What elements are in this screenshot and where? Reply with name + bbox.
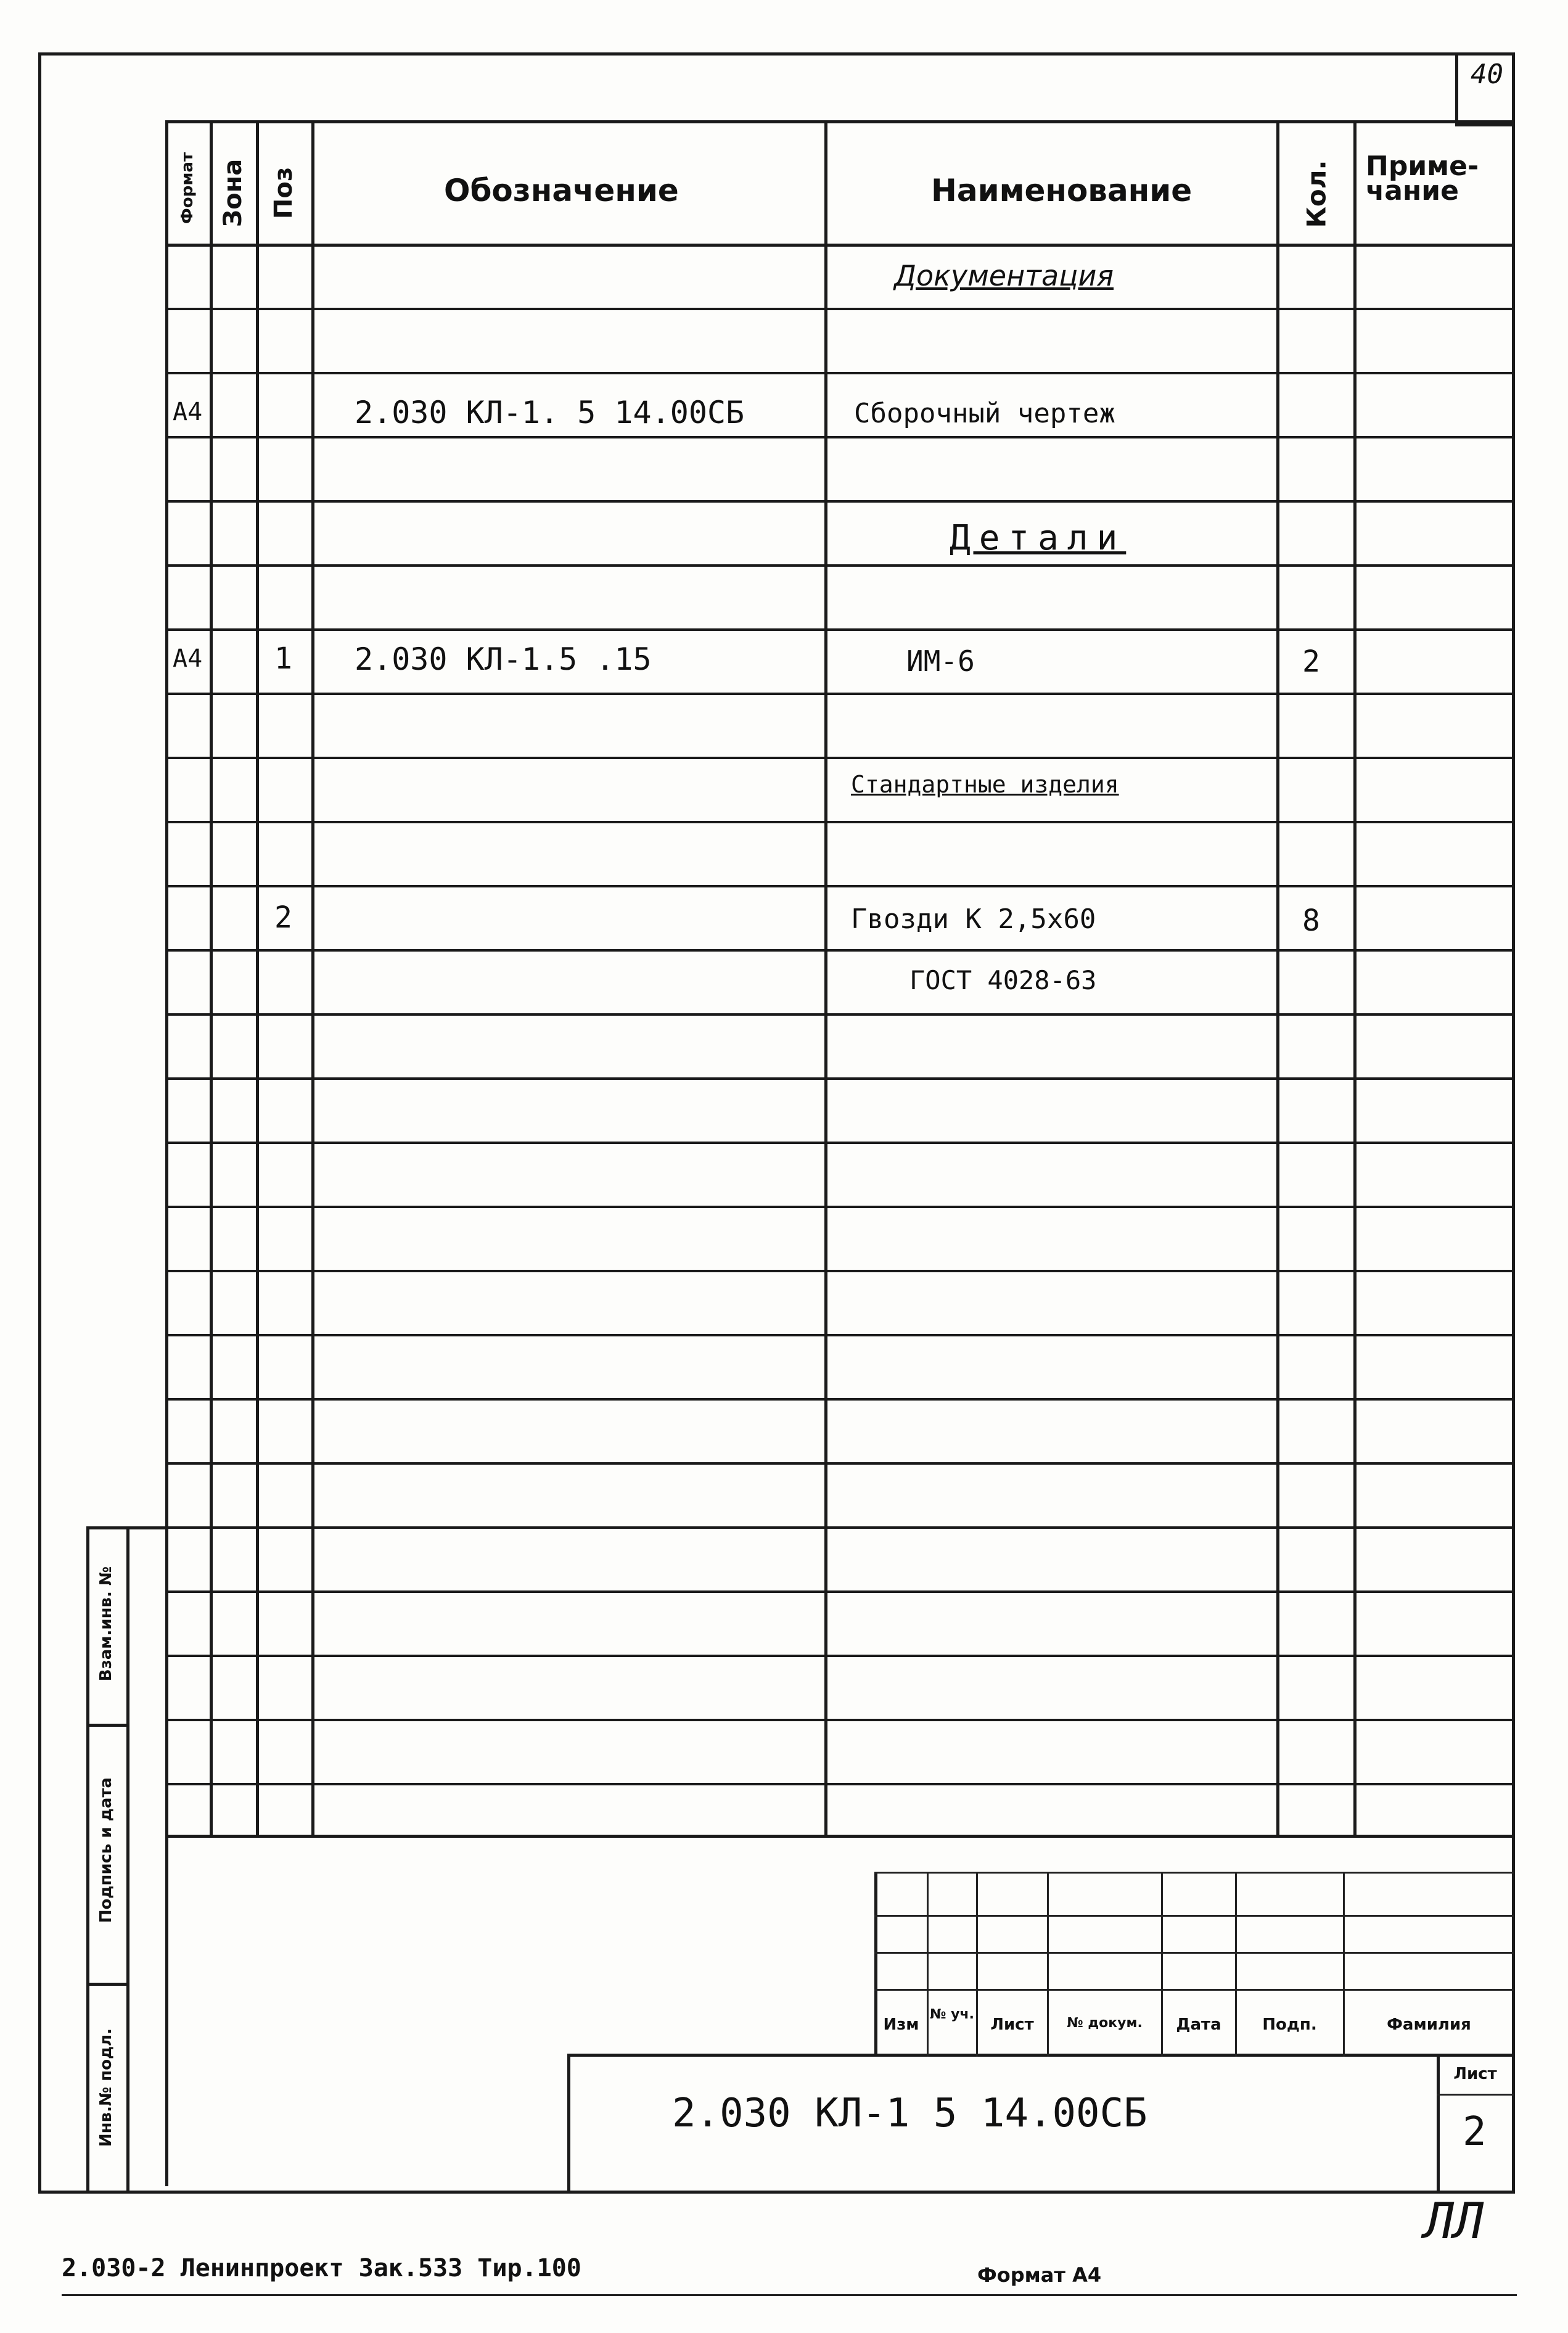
side-strip-top <box>86 1526 166 1529</box>
corner-sheet-number: 40 <box>1471 59 1503 90</box>
titleblock-grid-row2 <box>874 1915 1514 1917</box>
table-row-line <box>165 308 1514 310</box>
tb-label-sign: Подп. <box>1262 2015 1317 2034</box>
table-row-line <box>165 1398 1514 1401</box>
titleblock-grid-col1 <box>927 1872 929 2057</box>
table-row-line <box>165 564 1514 567</box>
col-zone-pos <box>256 120 259 1835</box>
col-pos-designation <box>311 120 314 1835</box>
row-4-designation: 2.030 КЛ-1.5 .15 <box>355 641 652 677</box>
side-strip-div1 <box>86 1724 129 1727</box>
header-zone: Зона <box>219 158 247 228</box>
table-row-line <box>165 1206 1514 1208</box>
footer-left: 2.030-2 Ленинпроект Зак.533 Тир.100 <box>62 2254 581 2282</box>
table-row-line <box>165 1783 1514 1785</box>
footer-rule <box>62 2294 1517 2296</box>
side-label-sign-date: Подпись и дата <box>97 1777 115 1924</box>
tb-designation: 2.030 КЛ-1 5 14.00СБ <box>672 2091 1147 2136</box>
table-row-line <box>165 1526 1514 1529</box>
corner-box-bottom <box>1455 123 1514 126</box>
titleblock-top <box>165 1835 1514 1838</box>
row-4-qty: 2 <box>1302 644 1320 679</box>
tb-label-no-uch: № уч. <box>930 2007 974 2022</box>
titleblock-left <box>567 2054 570 2192</box>
tb-sheet-label: Лист <box>1453 2065 1497 2083</box>
corner-initials: ЛЛ <box>1424 2192 1484 2250</box>
table-row-line <box>165 372 1514 374</box>
header-format: Формат <box>178 152 197 224</box>
row-2-name: Сборочный чертеж <box>854 398 1115 429</box>
col-name-qty <box>1276 120 1279 1835</box>
header-designation: Обозначение <box>444 173 679 208</box>
table-row-line <box>165 1013 1514 1016</box>
table-row-line <box>165 436 1514 438</box>
table-row-line <box>165 885 1514 887</box>
table-row-line <box>165 693 1514 695</box>
tb-sheet-number: 2 <box>1463 2109 1487 2155</box>
table-left-border <box>165 120 168 2186</box>
table-row-line <box>165 1462 1514 1465</box>
row-3-name: Детали <box>950 518 1127 558</box>
header-name: Наименование <box>931 173 1192 208</box>
row-2-designation: 2.030 КЛ-1. 5 14.00СБ <box>355 395 745 430</box>
titleblock-grid-row3 <box>874 1952 1514 1954</box>
footer-format: Формат А4 <box>977 2263 1102 2287</box>
outer-border-top <box>38 52 1515 56</box>
titleblock-grid-row1 <box>874 1872 1514 1874</box>
table-row-line <box>165 1719 1514 1721</box>
header-bottom <box>165 244 1514 247</box>
side-label-inv-no: Взам.инв. № <box>97 1566 115 1682</box>
row-4-format: A4 <box>173 644 203 673</box>
table-row-line <box>165 1655 1514 1657</box>
titleblock-grid-row4 <box>874 1989 1514 1991</box>
header-note: Приме- чание <box>1366 150 1479 207</box>
table-row-line <box>165 1077 1514 1080</box>
side-strip-div2 <box>86 1983 129 1986</box>
row-5-name: Стандартные изделия <box>851 771 1119 798</box>
outer-border-left <box>38 52 41 2192</box>
titleblock-stamp-top <box>567 2054 1514 2057</box>
tb-label-izm: Изм <box>883 2015 919 2034</box>
row-6-qty: 8 <box>1302 903 1320 938</box>
row-7-name: ГОСТ 4028-63 <box>909 965 1097 995</box>
row-1-name: Документация <box>894 259 1114 292</box>
row-6-pos: 2 <box>274 900 292 935</box>
outer-border-bottom <box>38 2191 1515 2194</box>
col-qty-note <box>1353 120 1357 1835</box>
col-format-zone <box>210 120 213 1835</box>
side-label-inv-no-orig: Инв.№ подл. <box>97 2028 115 2147</box>
corner-box-left <box>1455 52 1458 126</box>
row-4-pos: 1 <box>274 641 292 676</box>
table-row-line <box>165 1590 1514 1593</box>
table-top-border <box>165 120 1514 123</box>
tb-label-no-doc: № докум. <box>1067 2015 1143 2031</box>
side-strip-left <box>86 1526 89 2192</box>
row-4-name: ИМ-6 <box>906 644 975 678</box>
tb-sheet-box-div <box>1437 2094 1514 2096</box>
table-row-line <box>165 500 1514 503</box>
tb-label-list: Лист <box>990 2015 1034 2034</box>
table-row-line <box>165 1270 1514 1272</box>
row-2-format: A4 <box>173 398 203 426</box>
table-row-line <box>165 1142 1514 1144</box>
side-strip-mid <box>126 1526 129 2192</box>
table-row-line <box>165 628 1514 631</box>
tb-label-surname: Фамилия <box>1387 2015 1471 2034</box>
col-designation-name <box>824 120 827 1835</box>
table-row-line <box>165 1334 1514 1336</box>
table-row-line <box>165 821 1514 823</box>
table-row-line <box>165 757 1514 759</box>
tb-label-date: Дата <box>1176 2015 1221 2034</box>
header-qty: Кол. <box>1301 160 1332 228</box>
header-pos: Поз <box>269 167 298 220</box>
table-row-line <box>165 949 1514 952</box>
row-6-name: Гвозди К 2,5х60 <box>851 903 1096 935</box>
